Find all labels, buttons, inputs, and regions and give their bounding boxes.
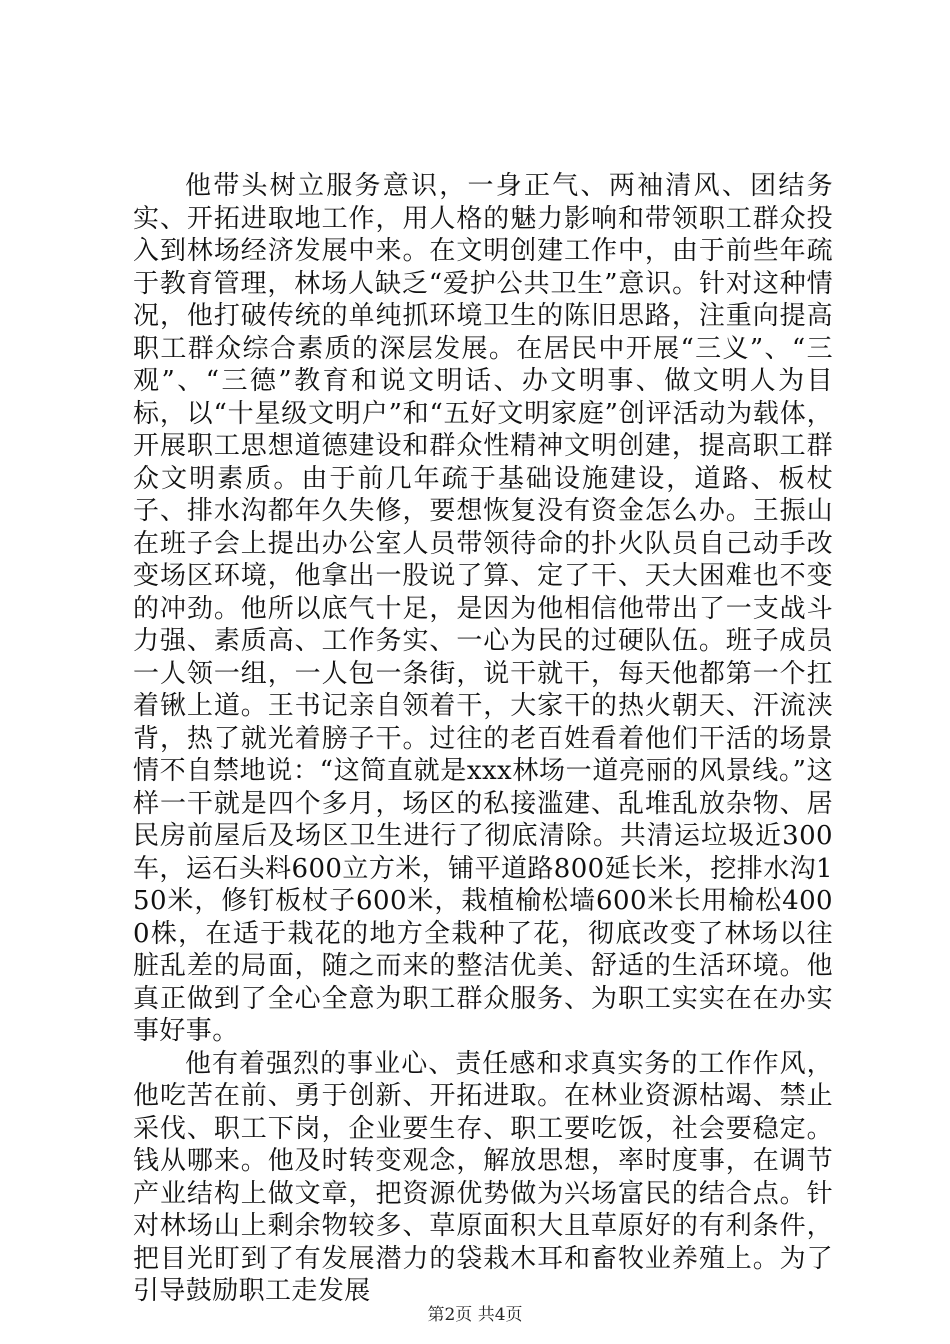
paragraph-1: 他带头树立服务意识，一身正气、两袖清风、团结务实、开拓进取地工作，用人格的魅力影响和带领职工群众投入到林场经济发展中来。在文明创建工作中，由于前些年疏于教育管理，林场人缺乏“爱护公共卫生”意识。针对这种情况，他打破传统的单纯抓环境卫生的陈旧思路，注重向提高职工群众综合素质的深层发展。在居民中开展“三义”、“三观”、“三德”教育和说文明话、办文明事、做文明人为目标，以“十星级文明户”和“五好文明家庭”创评活动为载体，开展职工思想道德建设和群众性精神文明创建，提高职工群众文明素质。由于前几年疏于基础设施建设，道路、板杖子、排水沟都年久失修，要想恢复没有资金怎么办。王振山在班子会上提出办公室人员带领待命的扑火队员自己动手改变场区环境，他拿出一股说了算、定了干、天大困难也不变的冲劲。他所以底气十足，是因为他相信他带出了一支战斗力强、素质高、工作务实、一心为民的过硬队伍。班子成员一人领一组，一人包一条街，说干就干，每天他都第一个扛着锹上道。王书记亲自领着干，大家干的热火朝天、汗流浃背，热了就光着膀子干。过往的老百姓看着他们干活的场景情不自禁地说：“这简直就是xxx林场一道亮丽的风景线。”这样一干就是四个多月，场区的私接滥建、乱堆乱放杂物、居民房前屋后及场区卫生进行了彻底清除。共清运垃圾近300车，运石头料600立方米，铺平道路800延长米，挖排水沟150米，修钉板杖子600米，栽植榆松墙600米长用榆松4000株，在适于栽花的地方全栽种了花，彻底改变了林场以往脏乱差的局面，随之而来的整洁优美、舒适的生活环境。他真正做到了全心全意为职工群众服务、为职工实实在在办实事好事。 [133,171,833,1046]
page-footer: 第2页 共4页 [427,1305,523,1325]
document-body [133,170,833,1308]
paragraph-2: 他有着强烈的事业心、责任感和求真实务的工作作风，他吃苦在前、勇于创新、开拓进取。在林业资源枯竭、禁止采伐、职工下岗，企业要生存、职工要吃饭，社会要稳定。钱从哪来。他及时转变观念，解放思想，率时度事，在调节产业结构上做文章，把资源优势做为兴场富民的结合点。针对林场山上剩余物较多、草原面积大且草原好的有利条件，把目光盯到了有发展潜力的袋栽木耳和畜牧业养殖上。为了引导鼓励职工走发展 [133,1048,833,1306]
